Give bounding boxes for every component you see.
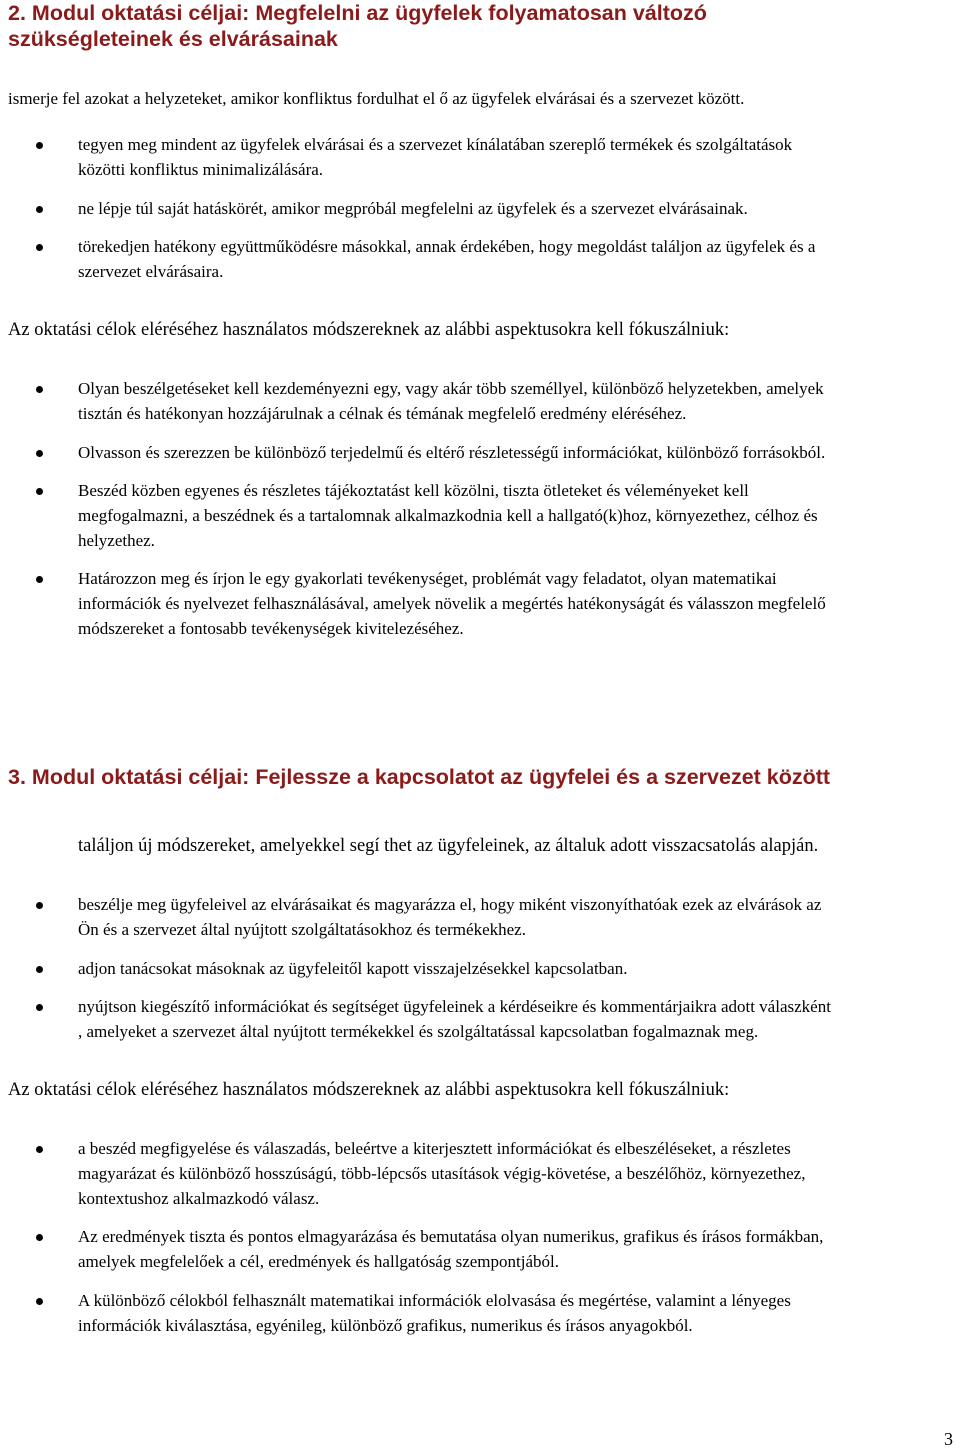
- bullet-icon: [36, 488, 43, 495]
- bullet-icon: [36, 206, 43, 213]
- list-item-text: [78, 1224, 958, 1274]
- bullet-icon: [36, 1004, 43, 1011]
- list-item-line: tisztán és hatékonyan hozzájárulnak a célnak és témának megfelelő eredmény eléréséhez.: [78, 404, 687, 423]
- bullet-icon: [36, 450, 43, 457]
- list-item-text: [78, 234, 958, 284]
- bullet-icon: [36, 1298, 43, 1305]
- list-item-line: magyarázat és különböző hosszúságú, több-lépcsős utasítások végig-követése, a beszélőhöz, környezethez,: [78, 1164, 806, 1183]
- list-item-line: szervezet elvárásaira.: [78, 262, 224, 281]
- section-3-methods-intro: Az oktatási célok eléréséhez használatos módszereknek az alábbi aspektusokra kell fókuszálniuk:: [8, 1080, 730, 1100]
- section-2-intro: ismerje fel azokat a helyzeteket, amikor konfliktus fordulhat el ő az ügyfelek elvárásai és a szervezet között.: [8, 89, 745, 108]
- section-2-methods-intro: Az oktatási célok eléréséhez használatos módszereknek az alábbi aspektusokra kell fókuszálniuk:: [8, 320, 730, 340]
- list-item-text: [78, 994, 958, 1044]
- bullet-icon: [36, 902, 43, 909]
- list-item-line: módszereket a fontosabb tevékenységek kivitelezéséhez.: [78, 619, 464, 638]
- list-item-line: információk kiválasztása, egyénileg, különböző grafikus, numerikus és írásos anyagokból.: [78, 1316, 693, 1335]
- list-item-line: törekedjen hatékony együttműködésre másokkal, annak érdekében, hogy megoldást találjon az ügyfelek és a: [78, 237, 816, 256]
- list-item-text: [78, 132, 958, 182]
- list-item-line: a beszéd megfigyelése és válaszadás, beleértve a kiterjesztett információkat és elbeszéléseket, a részletes: [78, 1139, 791, 1158]
- list-item-line: nyújtson kiegészítő információkat és segítséget ügyfeleinek a kérdéseikre és kommentárjaikra adott válaszként: [78, 997, 831, 1016]
- list-item-line: adjon tanácsokat másoknak az ügyfeleitől kapott visszajelzésekkel kapcsolatban.: [78, 959, 628, 978]
- list-item-text: [78, 956, 958, 981]
- list-item-text: [78, 478, 958, 553]
- list-item-line: kontextushoz alkalmazkodó válasz.: [78, 1189, 320, 1208]
- list-item-text: [78, 892, 958, 942]
- section-3-heading: 3. Modul oktatási céljai: Fejlessze a kapcsolatot az ügyfelei és a szervezet között: [8, 765, 831, 789]
- list-item-text: [78, 566, 958, 641]
- list-item-line: Olyan beszélgetéseket kell kezdeményezni egy, vagy akár több személlyel, különböző helyzetekben, amelyek: [78, 379, 824, 398]
- list-item-line: információk és nyelvezet felhasználásával, amelyek növelik a megértés hatékonyságát és válasszon megfelelő: [78, 594, 826, 613]
- list-item-line: A különböző célokból felhasznált matematikai információk elolvasása és megértése, valamint a lényeges: [78, 1291, 791, 1310]
- page-number: 3: [944, 1429, 953, 1449]
- bullet-icon: [36, 1234, 43, 1241]
- list-item-line: Határozzon meg és írjon le egy gyakorlati tevékenységet, problémát vagy feladatot, olyan matematikai: [78, 569, 777, 588]
- list-item-text: [78, 1288, 958, 1338]
- list-item-text: [78, 376, 958, 426]
- list-item-line: beszélje meg ügyfeleivel az elvárásaikat és magyarázza el, hogy miként viszonyíthatóak ezek az elvárások az: [78, 895, 822, 914]
- bullet-icon: [36, 244, 43, 251]
- bullet-icon: [36, 142, 43, 149]
- list-item-line: amelyek megfelelőek a cél, eredmények és hallgatóság szempontjából.: [78, 1252, 559, 1271]
- list-item-line: Beszéd közben egyenes és részletes tájékoztatást kell közölni, tiszta ötleteket és véleményeket kell: [78, 481, 749, 500]
- bullet-icon: [36, 576, 43, 583]
- list-item-line: megfogalmazni, a beszédnek és a tartalomnak alkalmazkodnia kell a hallgató(k)hoz, környezethez, célhoz és: [78, 506, 818, 525]
- section-2-heading-line-2: szükségleteinek és elvárásainak: [8, 27, 338, 51]
- section-3-intro: találjon új módszereket, amelyekkel segí thet az ügyfeleinek, az általuk adott visszacsatolás alapján.: [78, 836, 819, 856]
- list-item-line: , amelyeket a szervezet által nyújtott termékekkel és szolgáltatással kapcsolatban fogalmaznak meg.: [78, 1022, 759, 1041]
- section-2-heading-line-1: 2. Modul oktatási céljai: Megfelelni az ügyfelek folyamatosan változó: [8, 1, 707, 25]
- bullet-icon: [36, 1146, 43, 1153]
- list-item-line: helyzethez.: [78, 531, 155, 550]
- list-item-line: Olvasson és szerezzen be különböző terjedelmű és eltérő részletességű információkat, különböző forrásokból.: [78, 443, 826, 462]
- list-item-line: közötti konfliktus minimalizálására.: [78, 160, 324, 179]
- list-item-line: tegyen meg mindent az ügyfelek elvárásai és a szervezet kínálatában szereplő termékek és szolgáltatások: [78, 135, 793, 154]
- bullet-icon: [36, 966, 43, 973]
- bullet-icon: [36, 386, 43, 393]
- list-item-line: Az eredmények tiszta és pontos elmagyarázása és bemutatása olyan numerikus, grafikus és írásos formákban,: [78, 1227, 824, 1246]
- list-item-text: [78, 440, 958, 465]
- section-2-heading: [8, 0, 707, 52]
- list-item-line: Ön és a szervezet által nyújtott szolgáltatásokhoz és termékekhez.: [78, 920, 526, 939]
- list-item-text: [78, 196, 958, 221]
- list-item-line: ne lépje túl saját hatáskörét, amikor megpróbál megfelelni az ügyfelek és a szervezet elvárásainak.: [78, 199, 748, 218]
- list-item-text: [78, 1136, 958, 1211]
